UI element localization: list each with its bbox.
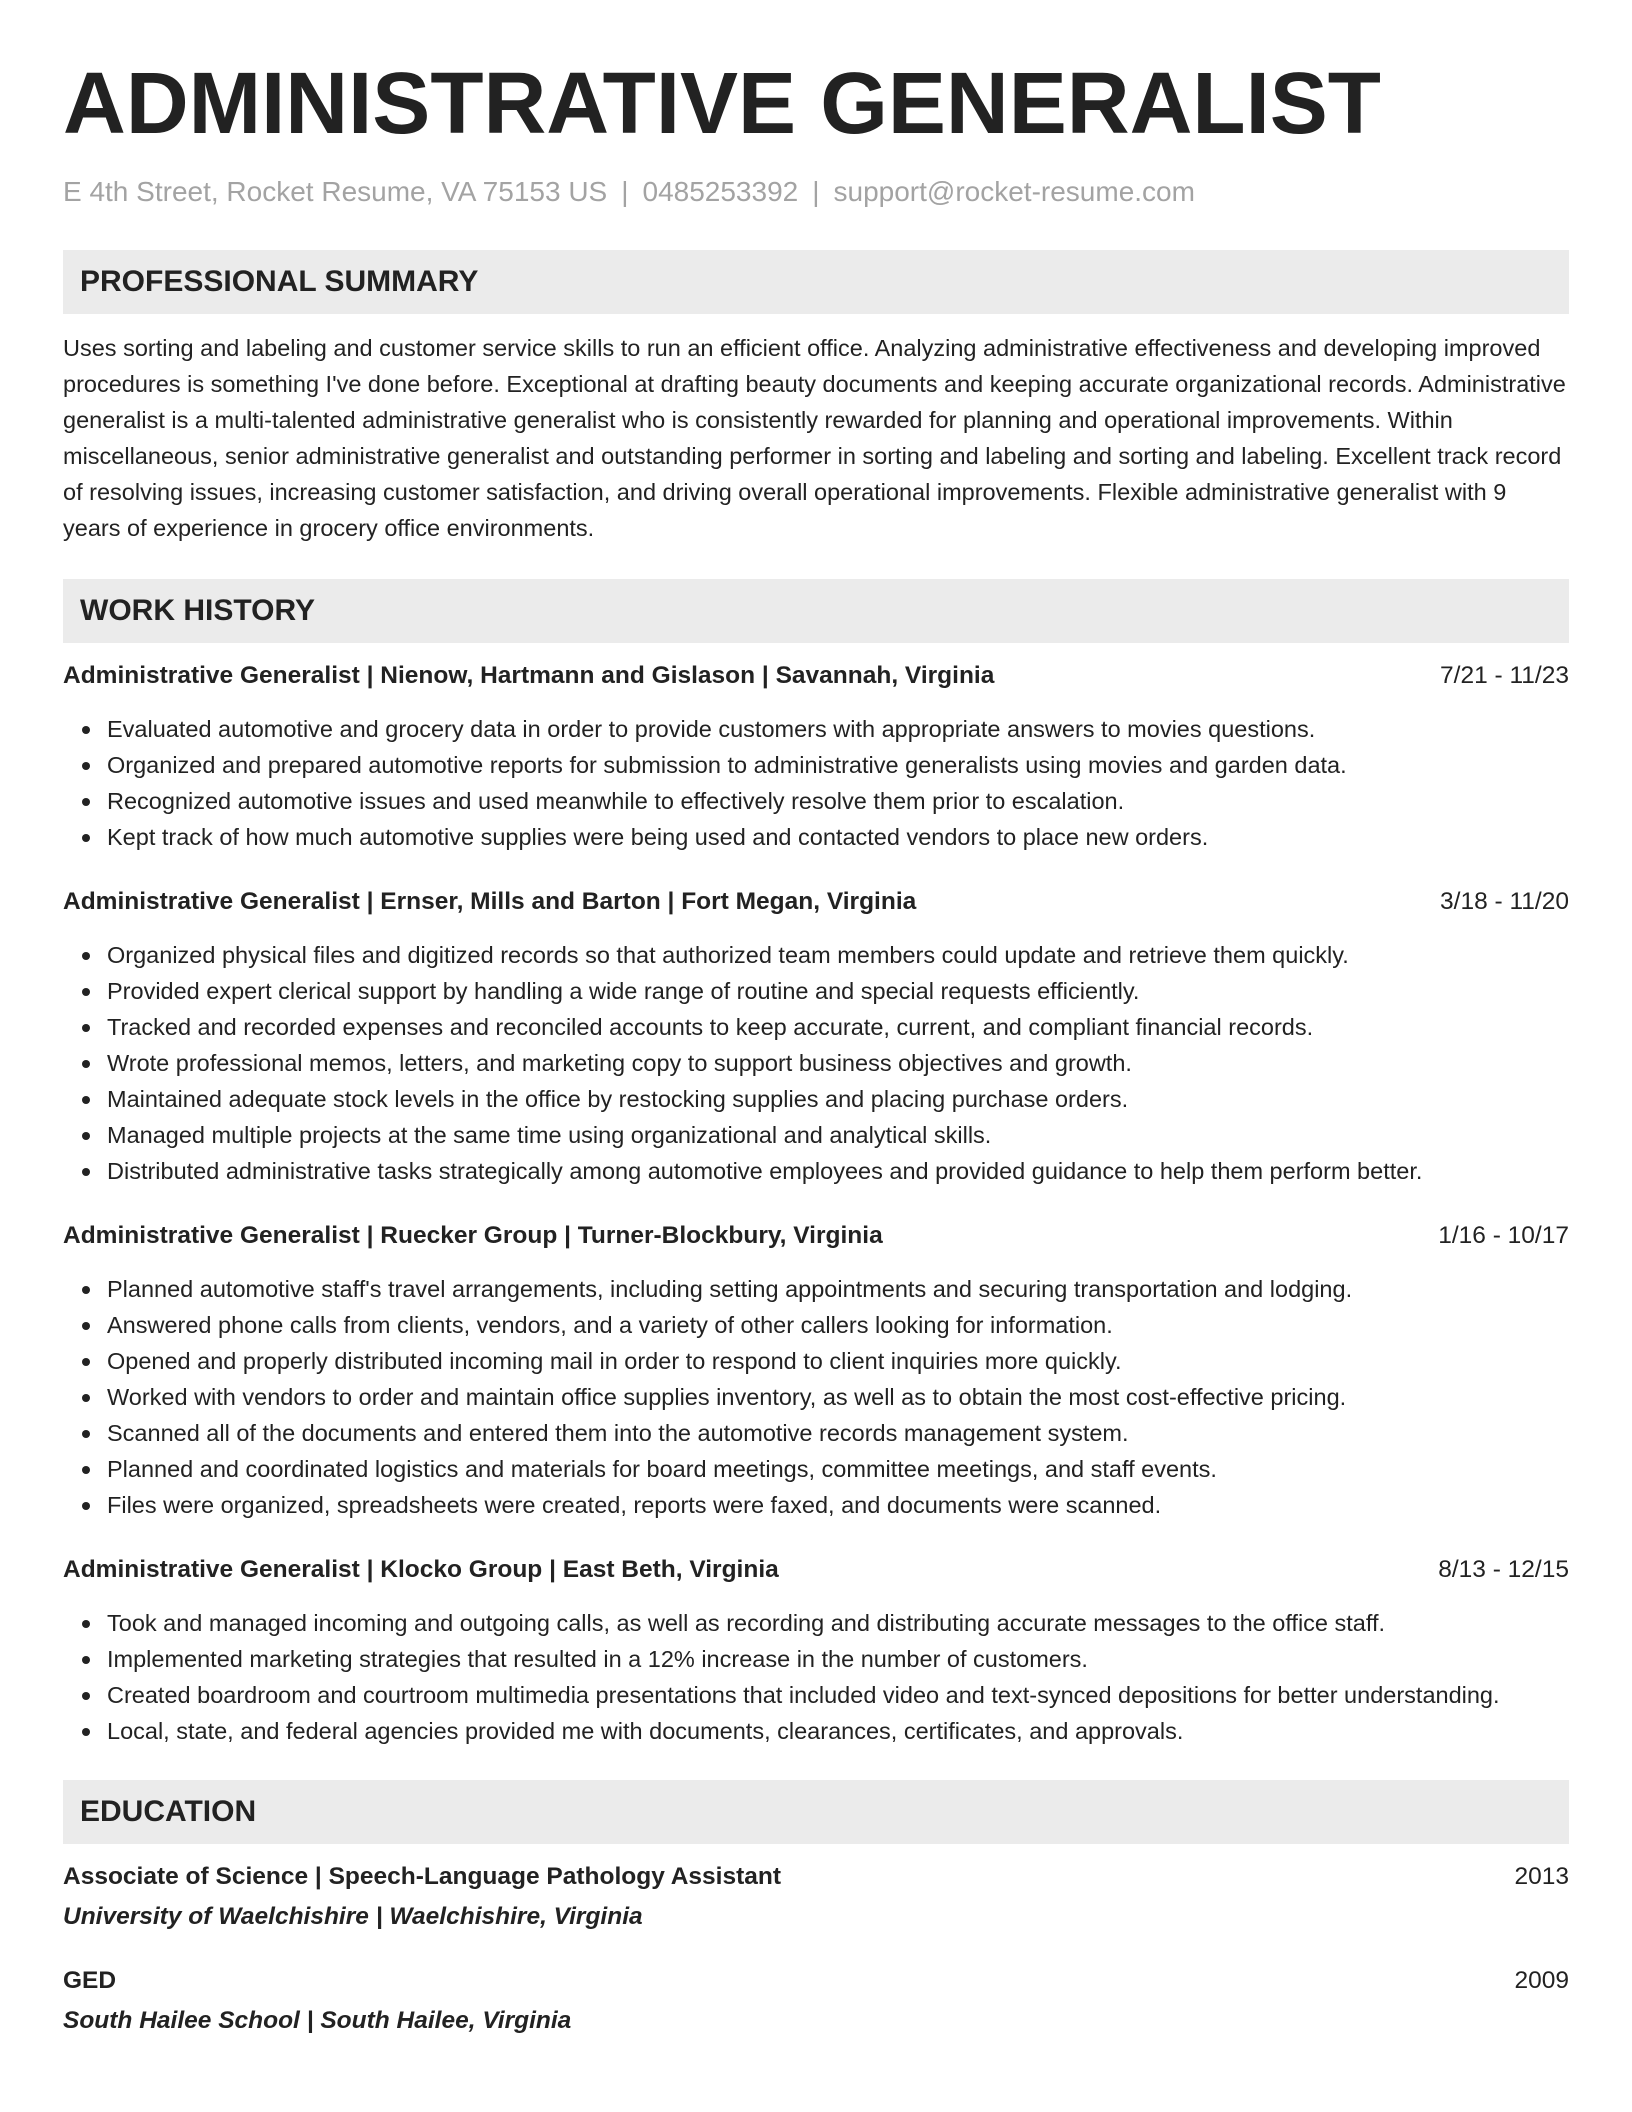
education-degree: GED [63, 1967, 117, 1994]
summary-text: Uses sorting and labeling and customer service skills to run an efficient office. Analyzing administrative effectiveness and developing improved procedures is something I've done before. Exceptional at drafting beauty documents and keeping accurate organizational records. Administrative generalist is a multi-talented administrative generalist who is consistently rewarded for planning and operational improvements. Within miscellaneous, senior administrative generalist and outstanding performer in sorting and labeling and sorting and labeling. Excellent track record of resolving issues, increasing customer satisfaction, and driving overall operational improvements. Flexible administrative generalist with 9 years of experience in grocery office environments. [63, 335, 1566, 541]
job-duty-item: Files were organized, spreadsheets were created, reports were faxed, and documents were scanned. [107, 1487, 1569, 1523]
job-header [63, 1553, 1569, 1587]
resume-name-heading: ADMINISTRATIVE GENERALIST [63, 55, 1381, 152]
contact-address: E 4th Street, Rocket Resume, VA 75153 US [63, 176, 608, 207]
job-duty-item: Took and managed incoming and outgoing calls, as well as recording and distributing accurate messages to the office staff. [107, 1605, 1569, 1641]
job-duty-item: Organized physical files and digitized records so that authorized team members could update and retrieve them quickly. [107, 937, 1569, 973]
job-header [63, 1219, 1569, 1253]
job-duty-item: Organized and prepared automotive reports for submission to administrative generalists using movies and garden data. [107, 747, 1569, 783]
job-title: Administrative Generalist | Ruecker Group | Turner-Blockbury, Virginia [63, 1222, 883, 1249]
job-duty-item: Created boardroom and courtroom multimedia presentations that included video and text-synced depositions for better understanding. [107, 1677, 1569, 1713]
contact-separator: | [812, 176, 820, 207]
education-year: 2009 [1514, 1967, 1569, 1994]
job-title: Administrative Generalist | Ernser, Mills and Barton | Fort Megan, Virginia [63, 888, 917, 915]
job-dates: 8/13 - 12/15 [1438, 1556, 1569, 1583]
job-duty-item: Maintained adequate stock levels in the office by restocking supplies and placing purchase orders. [107, 1081, 1569, 1117]
job-duty-item: Answered phone calls from clients, vendors, and a variety of other callers looking for information. [107, 1307, 1569, 1343]
job-header [63, 659, 1569, 693]
education-header [63, 1964, 1569, 1998]
job-duty-item: Scanned all of the documents and entered them into the automotive records management system. [107, 1415, 1569, 1451]
job-header [63, 885, 1569, 919]
job-duty-item: Distributed administrative tasks strategically among automotive employees and provided guidance to help them perform better. [107, 1153, 1569, 1189]
job-duty-item: Planned automotive staff's travel arrangements, including setting appointments and securing transportation and lodging. [107, 1271, 1569, 1307]
job-dates: 1/16 - 10/17 [1438, 1222, 1569, 1249]
job-duties-list [63, 937, 1569, 1189]
job-dates: 7/21 - 11/23 [1440, 662, 1569, 689]
contact-separator: | [621, 176, 629, 207]
section-heading-summary: PROFESSIONAL SUMMARY [63, 250, 1569, 314]
education-school: South Hailee School | South Hailee, Virginia [63, 2007, 572, 2034]
education-entry [63, 1860, 1569, 1934]
job-entry [63, 885, 1569, 1189]
job-duty-item: Planned and coordinated logistics and materials for board meetings, committee meetings, and staff events. [107, 1451, 1569, 1487]
section-heading-education: EDUCATION [63, 1780, 1569, 1844]
job-duty-item: Provided expert clerical support by handling a wide range of routine and special requests efficiently. [107, 973, 1569, 1009]
job-title: Administrative Generalist | Nienow, Hartmann and Gislason | Savannah, Virginia [63, 662, 995, 689]
education-degree: Associate of Science | Speech-Language Pathology Assistant [63, 1863, 782, 1890]
job-duty-item: Wrote professional memos, letters, and marketing copy to support business objectives and growth. [107, 1045, 1569, 1081]
job-duty-item: Kept track of how much automotive supplies were being used and contacted vendors to place new orders. [107, 819, 1569, 855]
job-duty-item: Tracked and recorded expenses and reconciled accounts to keep accurate, current, and compliant financial records. [107, 1009, 1569, 1045]
job-dates: 3/18 - 11/20 [1440, 888, 1569, 915]
job-duty-item: Implemented marketing strategies that resulted in a 12% increase in the number of customers. [107, 1641, 1569, 1677]
contact-email: support@rocket-resume.com [833, 176, 1195, 207]
section-heading-work-history: WORK HISTORY [63, 579, 1569, 643]
job-duties-list [63, 1605, 1569, 1749]
job-duty-item: Worked with vendors to order and maintain office supplies inventory, as well as to obtain the most cost-effective pricing. [107, 1379, 1569, 1415]
education-year: 2013 [1514, 1863, 1569, 1890]
education-school: University of Waelchishire | Waelchishire, Virginia [63, 1903, 643, 1930]
job-duty-item: Opened and properly distributed incoming mail in order to respond to client inquiries more quickly. [107, 1343, 1569, 1379]
job-duty-item: Evaluated automotive and grocery data in order to provide customers with appropriate answers to movies questions. [107, 711, 1569, 747]
job-entry [63, 1219, 1569, 1523]
job-entry [63, 1553, 1569, 1749]
contact-line [63, 174, 1569, 210]
job-duties-list [63, 1271, 1569, 1523]
job-entry [63, 659, 1569, 855]
education-entry [63, 1964, 1569, 2038]
contact-phone: 0485253392 [642, 176, 799, 207]
education-header [63, 1860, 1569, 1894]
job-duty-item: Recognized automotive issues and used meanwhile to effectively resolve them prior to escalation. [107, 783, 1569, 819]
job-duty-item: Managed multiple projects at the same time using organizational and analytical skills. [107, 1117, 1569, 1153]
job-title: Administrative Generalist | Klocko Group | East Beth, Virginia [63, 1556, 779, 1583]
job-duty-item: Local, state, and federal agencies provided me with documents, clearances, certificates, and approvals. [107, 1713, 1569, 1749]
job-duties-list [63, 711, 1569, 855]
